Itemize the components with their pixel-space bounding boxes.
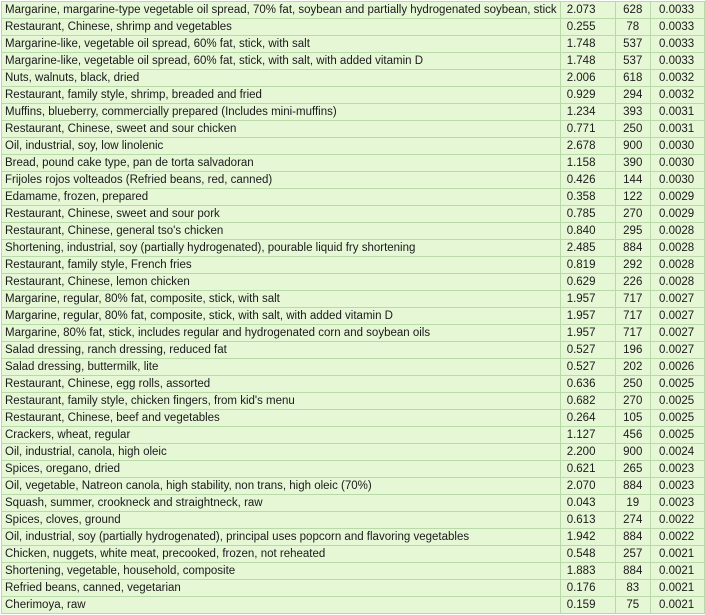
value-cell-3: 0.0031	[651, 121, 705, 138]
value-cell-3: 0.0028	[651, 274, 705, 291]
value-cell-2: 250	[615, 376, 650, 393]
value-cell-2: 884	[615, 240, 650, 257]
value-cell-2: 292	[615, 257, 650, 274]
value-cell-1: 0.771	[560, 121, 615, 138]
value-cell-1: 1.957	[560, 325, 615, 342]
value-cell-1: 0.785	[560, 206, 615, 223]
value-cell-3: 0.0027	[651, 342, 705, 359]
value-cell-1: 0.358	[560, 189, 615, 206]
value-cell-1: 1.748	[560, 36, 615, 53]
food-name-cell: Oil, industrial, soy (partially hydrogenated), principal uses popcorn and flavoring vegetables	[2, 529, 561, 546]
value-cell-3: 0.0033	[651, 19, 705, 36]
food-name-cell: Oil, industrial, soy, low linolenic	[2, 138, 561, 155]
table-row	[2, 87, 705, 104]
value-cell-2: 75	[615, 597, 650, 614]
value-cell-1: 1.957	[560, 291, 615, 308]
table-body	[2, 2, 705, 614]
value-cell-2: 537	[615, 53, 650, 70]
table-row	[2, 325, 705, 342]
value-cell-2: 226	[615, 274, 650, 291]
value-cell-2: 19	[615, 495, 650, 512]
food-name-cell: Edamame, frozen, prepared	[2, 189, 561, 206]
food-name-cell: Shortening, vegetable, household, composite	[2, 563, 561, 580]
value-cell-1: 2.678	[560, 138, 615, 155]
value-cell-1: 2.070	[560, 478, 615, 495]
food-name-cell: Margarine-like, vegetable oil spread, 60% fat, stick, with salt	[2, 36, 561, 53]
value-cell-3: 0.0021	[651, 563, 705, 580]
table-row	[2, 138, 705, 155]
value-cell-2: 717	[615, 308, 650, 325]
value-cell-1: 2.073	[560, 2, 615, 19]
value-cell-3: 0.0028	[651, 240, 705, 257]
value-cell-2: 456	[615, 427, 650, 444]
value-cell-2: 270	[615, 393, 650, 410]
table-row	[2, 189, 705, 206]
value-cell-1: 1.158	[560, 155, 615, 172]
value-cell-2: 884	[615, 563, 650, 580]
food-name-cell: Restaurant, Chinese, general tso's chicken	[2, 223, 561, 240]
value-cell-2: 393	[615, 104, 650, 121]
value-cell-1: 1.234	[560, 104, 615, 121]
food-name-cell: Cherimoya, raw	[2, 597, 561, 614]
value-cell-3: 0.0023	[651, 478, 705, 495]
value-cell-3: 0.0030	[651, 155, 705, 172]
value-cell-1: 0.527	[560, 359, 615, 376]
value-cell-1: 0.043	[560, 495, 615, 512]
food-name-cell: Salad dressing, ranch dressing, reduced fat	[2, 342, 561, 359]
value-cell-2: 884	[615, 478, 650, 495]
value-cell-1: 0.264	[560, 410, 615, 427]
table-row	[2, 444, 705, 461]
food-name-cell: Chicken, nuggets, white meat, precooked, frozen, not reheated	[2, 546, 561, 563]
value-cell-1: 0.629	[560, 274, 615, 291]
table-row	[2, 461, 705, 478]
value-cell-1: 0.682	[560, 393, 615, 410]
table-row	[2, 529, 705, 546]
value-cell-1: 0.621	[560, 461, 615, 478]
value-cell-2: 196	[615, 342, 650, 359]
table-row	[2, 19, 705, 36]
value-cell-1: 0.159	[560, 597, 615, 614]
value-cell-1: 2.200	[560, 444, 615, 461]
value-cell-2: 250	[615, 121, 650, 138]
food-name-cell: Spices, cloves, ground	[2, 512, 561, 529]
value-cell-3: 0.0025	[651, 427, 705, 444]
value-cell-1: 0.613	[560, 512, 615, 529]
food-name-cell: Squash, summer, crookneck and straightneck, raw	[2, 495, 561, 512]
value-cell-2: 900	[615, 138, 650, 155]
value-cell-1: 1.127	[560, 427, 615, 444]
value-cell-1: 0.929	[560, 87, 615, 104]
value-cell-3: 0.0027	[651, 325, 705, 342]
table-row	[2, 274, 705, 291]
value-cell-3: 0.0025	[651, 410, 705, 427]
table-row	[2, 427, 705, 444]
food-name-cell: Oil, vegetable, Natreon canola, high stability, non trans, high oleic (70%)	[2, 478, 561, 495]
food-name-cell: Margarine, 80% fat, stick, includes regular and hydrogenated corn and soybean oils	[2, 325, 561, 342]
table-row	[2, 53, 705, 70]
food-name-cell: Oil, industrial, canola, high oleic	[2, 444, 561, 461]
table-row	[2, 206, 705, 223]
table-row	[2, 70, 705, 87]
table-row	[2, 291, 705, 308]
food-name-cell: Margarine-like, vegetable oil spread, 60% fat, stick, with salt, with added vitamin D	[2, 53, 561, 70]
value-cell-1: 0.636	[560, 376, 615, 393]
food-name-cell: Margarine, regular, 80% fat, composite, stick, with salt, with added vitamin D	[2, 308, 561, 325]
value-cell-1: 1.957	[560, 308, 615, 325]
food-name-cell: Muffins, blueberry, commercially prepared (Includes mini-muffins)	[2, 104, 561, 121]
table-row	[2, 342, 705, 359]
value-cell-1: 1.942	[560, 529, 615, 546]
value-cell-3: 0.0021	[651, 580, 705, 597]
value-cell-2: 144	[615, 172, 650, 189]
value-cell-2: 257	[615, 546, 650, 563]
value-cell-2: 717	[615, 291, 650, 308]
value-cell-2: 900	[615, 444, 650, 461]
value-cell-1: 0.176	[560, 580, 615, 597]
value-cell-2: 122	[615, 189, 650, 206]
value-cell-2: 265	[615, 461, 650, 478]
table-row	[2, 495, 705, 512]
value-cell-2: 274	[615, 512, 650, 529]
value-cell-3: 0.0028	[651, 257, 705, 274]
table-row	[2, 36, 705, 53]
food-name-cell: Shortening, industrial, soy (partially hydrogenated), pourable liquid fry shortening	[2, 240, 561, 257]
value-cell-2: 270	[615, 206, 650, 223]
food-name-cell: Crackers, wheat, regular	[2, 427, 561, 444]
value-cell-3: 0.0031	[651, 104, 705, 121]
value-cell-2: 105	[615, 410, 650, 427]
value-cell-1: 1.883	[560, 563, 615, 580]
value-cell-3: 0.0024	[651, 444, 705, 461]
value-cell-1: 0.527	[560, 342, 615, 359]
value-cell-3: 0.0032	[651, 70, 705, 87]
value-cell-3: 0.0033	[651, 53, 705, 70]
value-cell-3: 0.0030	[651, 138, 705, 155]
value-cell-2: 390	[615, 155, 650, 172]
table-row	[2, 376, 705, 393]
food-name-cell: Frijoles rojos volteados (Refried beans, red, canned)	[2, 172, 561, 189]
value-cell-3: 0.0028	[651, 223, 705, 240]
table-row	[2, 546, 705, 563]
table-row	[2, 257, 705, 274]
value-cell-2: 537	[615, 36, 650, 53]
value-cell-3: 0.0033	[651, 2, 705, 19]
food-nutrient-table	[1, 1, 705, 614]
food-name-cell: Nuts, walnuts, black, dried	[2, 70, 561, 87]
food-name-cell: Salad dressing, buttermilk, lite	[2, 359, 561, 376]
food-name-cell: Spices, oregano, dried	[2, 461, 561, 478]
value-cell-3: 0.0021	[651, 546, 705, 563]
table-row	[2, 121, 705, 138]
food-name-cell: Restaurant, Chinese, sweet and sour pork	[2, 206, 561, 223]
value-cell-3: 0.0021	[651, 597, 705, 614]
table-row	[2, 512, 705, 529]
table-row	[2, 308, 705, 325]
value-cell-3: 0.0023	[651, 461, 705, 478]
table-row	[2, 172, 705, 189]
value-cell-3: 0.0026	[651, 359, 705, 376]
food-table-container	[1, 1, 705, 614]
table-row	[2, 359, 705, 376]
value-cell-2: 294	[615, 87, 650, 104]
value-cell-2: 295	[615, 223, 650, 240]
value-cell-2: 628	[615, 2, 650, 19]
value-cell-3: 0.0027	[651, 308, 705, 325]
table-row	[2, 104, 705, 121]
table-row	[2, 240, 705, 257]
food-name-cell: Restaurant, family style, shrimp, breaded and fried	[2, 87, 561, 104]
value-cell-3: 0.0025	[651, 393, 705, 410]
table-row	[2, 2, 705, 19]
table-row	[2, 155, 705, 172]
value-cell-2: 884	[615, 529, 650, 546]
value-cell-3: 0.0029	[651, 206, 705, 223]
value-cell-3: 0.0033	[651, 36, 705, 53]
value-cell-1: 2.485	[560, 240, 615, 257]
value-cell-2: 202	[615, 359, 650, 376]
value-cell-1: 0.819	[560, 257, 615, 274]
table-row	[2, 393, 705, 410]
value-cell-1: 0.255	[560, 19, 615, 36]
food-name-cell: Margarine, margarine-type vegetable oil spread, 70% fat, soybean and partially hydrogenated soybean, stick	[2, 2, 561, 19]
value-cell-2: 78	[615, 19, 650, 36]
value-cell-1: 1.748	[560, 53, 615, 70]
value-cell-3: 0.0025	[651, 376, 705, 393]
table-row	[2, 580, 705, 597]
value-cell-3: 0.0029	[651, 189, 705, 206]
value-cell-1: 0.426	[560, 172, 615, 189]
value-cell-1: 2.006	[560, 70, 615, 87]
value-cell-2: 717	[615, 325, 650, 342]
value-cell-2: 618	[615, 70, 650, 87]
food-name-cell: Restaurant, Chinese, egg rolls, assorted	[2, 376, 561, 393]
food-name-cell: Margarine, regular, 80% fat, composite, stick, with salt	[2, 291, 561, 308]
value-cell-2: 83	[615, 580, 650, 597]
value-cell-3: 0.0030	[651, 172, 705, 189]
table-row	[2, 223, 705, 240]
food-name-cell: Restaurant, Chinese, beef and vegetables	[2, 410, 561, 427]
table-row	[2, 597, 705, 614]
value-cell-3: 0.0022	[651, 529, 705, 546]
table-row	[2, 478, 705, 495]
value-cell-1: 0.840	[560, 223, 615, 240]
value-cell-3: 0.0027	[651, 291, 705, 308]
value-cell-1: 0.548	[560, 546, 615, 563]
value-cell-3: 0.0032	[651, 87, 705, 104]
value-cell-3: 0.0022	[651, 512, 705, 529]
food-name-cell: Bread, pound cake type, pan de torta salvadoran	[2, 155, 561, 172]
food-name-cell: Restaurant, family style, French fries	[2, 257, 561, 274]
food-name-cell: Refried beans, canned, vegetarian	[2, 580, 561, 597]
food-name-cell: Restaurant, family style, chicken fingers, from kid's menu	[2, 393, 561, 410]
table-row	[2, 410, 705, 427]
table-row	[2, 563, 705, 580]
food-name-cell: Restaurant, Chinese, sweet and sour chicken	[2, 121, 561, 138]
value-cell-3: 0.0023	[651, 495, 705, 512]
food-name-cell: Restaurant, Chinese, lemon chicken	[2, 274, 561, 291]
food-name-cell: Restaurant, Chinese, shrimp and vegetables	[2, 19, 561, 36]
